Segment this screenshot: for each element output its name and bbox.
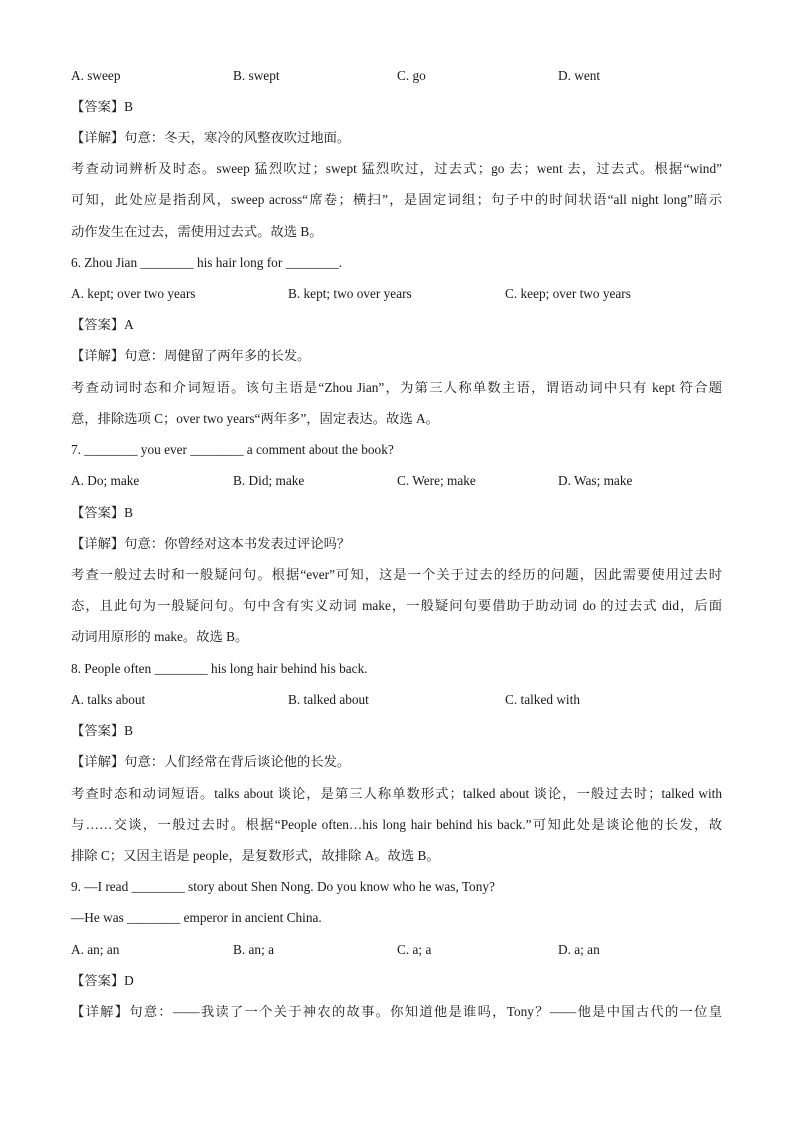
q7-option-b: B. Did; make xyxy=(233,473,305,488)
q9-option-d: D. a; an xyxy=(558,942,600,957)
q7-detail-line: 【详解】句意：你曾经对这本书发表过评论吗？ xyxy=(71,536,351,551)
q8-detail-line: 【详解】句意：人们经常在背后谈论他的长发。 xyxy=(71,754,351,769)
q7-option-d: D. Was; make xyxy=(558,473,633,488)
q7-detail-line: 动词用原形的 make。故选 B。 xyxy=(71,629,249,644)
q6-option-b: B. kept; two over years xyxy=(288,286,412,301)
q5-detail-line: 可知，此处应是指刮风，sweep across“席卷；横扫”，是固定词组；句子中的时间状语“all night long”暗示 xyxy=(71,192,722,207)
q6-detail-line: 考查动词时态和介词短语。该句主语是“Zhou Jian”，为第三人称单数主语，谓语动词中只有 kept 符合题 xyxy=(71,380,722,395)
q7-option-a: A. Do; make xyxy=(71,473,140,488)
q9-stem-line: 9. —I read ________ story about Shen Nong. Do you know who he was, Tony? xyxy=(71,879,495,894)
q9-option-a: A. an; an xyxy=(71,942,120,957)
q8-detail-line: 排除 C；又因主语是 people，是复数形式，故排除 A。故选 B。 xyxy=(71,848,440,863)
q9-option-c: C. a; a xyxy=(397,942,432,957)
q7-answer: 【答案】B xyxy=(71,505,134,520)
q8-option-a: A. talks about xyxy=(71,692,146,707)
q5-answer: 【答案】B xyxy=(71,99,134,114)
q8-option-b: B. talked about xyxy=(288,692,369,707)
q5-detail-line: 动作发生在过去，需使用过去式。故选 B。 xyxy=(71,224,323,239)
q6-detail-line: 意，排除选项 C；over two years“两年多”，固定表达。故选 A。 xyxy=(71,411,439,426)
q6-option-c: C. keep; over two years xyxy=(505,286,631,301)
q6-detail-line: 【详解】句意：周健留了两年多的长发。 xyxy=(71,348,311,363)
q9-answer: 【答案】D xyxy=(71,973,134,988)
q8-option-c: C. talked with xyxy=(505,692,580,707)
q6-answer: 【答案】A xyxy=(71,317,134,332)
q5-option-b: B. swept xyxy=(233,68,280,83)
q8-detail-line: 与……交谈，一般过去时。根据“People often…his long hair behind his back.”可知此处是谈论他的长发，故 xyxy=(71,817,722,832)
q9-stem-line: —He was ________ emperor in ancient China. xyxy=(71,910,322,925)
q7-detail-line: 态，且此句为一般疑问句。句中含有实义动词 make，一般疑问句要借助于助动词 do 的过去式 did，后面 xyxy=(71,598,722,613)
q9-detail-line: 【详解】句意：——我读了一个关于神农的故事。你知道他是谁吗，Tony？——他是中国古代的一位皇 xyxy=(71,1004,722,1019)
q8-detail-line: 考查时态和动词短语。talks about 谈论，是第三人称单数形式；talked about 谈论，一般过去时；talked with xyxy=(71,786,722,801)
q5-option-c: C. go xyxy=(397,68,426,83)
q7-option-c: C. Were; make xyxy=(397,473,476,488)
q5-option-d: D. went xyxy=(558,68,601,83)
q5-detail-line: 【详解】句意：冬天，寒冷的风整夜吹过地面。 xyxy=(71,130,351,145)
q7-detail-line: 考查一般过去时和一般疑问句。根据“ever”可知，这是一个关于过去的经历的问题，因此需要使用过去时 xyxy=(71,567,722,582)
q5-detail-line: 考查动词辨析及时态。sweep 猛烈吹过；swept 猛烈吹过，过去式；go 去；went 去，过去式。根据“wind” xyxy=(71,161,722,176)
q9-option-b: B. an; a xyxy=(233,942,274,957)
q8-answer: 【答案】B xyxy=(71,723,134,738)
q6-stem: 6. Zhou Jian ________ his hair long for ________. xyxy=(71,255,343,270)
q8-stem: 8. People often ________ his long hair behind his back. xyxy=(71,661,368,676)
q7-stem: 7. ________ you ever ________ a comment about the book? xyxy=(71,442,394,457)
q6-option-a: A. kept; over two years xyxy=(71,286,196,301)
q5-option-a: A. sweep xyxy=(71,68,121,83)
